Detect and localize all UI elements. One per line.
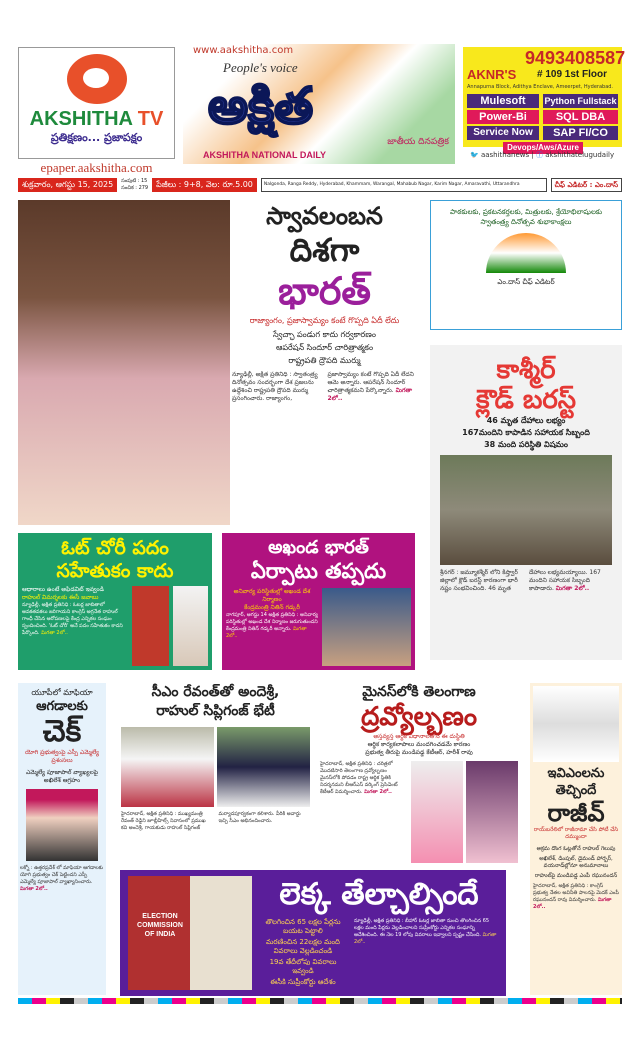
up-body [20, 865, 104, 893]
revanth-photos [121, 727, 310, 807]
inflation-text: హైదరాబాద్, అక్షిత ప్రతినిధి : చరిత్రలో మొదటిసారి తెలంగాణ ద్రవ్యోల్బణం మైనస్‌లోకి పోవడం రాష్ట్ర ఆర్థిక స్థితికి నిదర్శనమని బీఆర్ఎస్ వర్కింగ్ ప్రెసిడెంట్ కేటీఆర్ విమర్శించారు. [320, 761, 398, 795]
inflation-story [320, 683, 518, 863]
up-kicker: యూపీలో మాఫియా [31, 688, 93, 697]
continued-link[interactable]: మిగతా 2లో.. [354, 932, 497, 945]
kashmir-body [440, 569, 612, 593]
ad-course: Service Now [467, 126, 539, 140]
rajiv-sub: అఖిలేశ్, డింపుల్, డైమండ్ హార్బర్, వయనాడ్‌ల్లోనూ అనుమానాలు [539, 856, 613, 869]
sc-subs [258, 918, 348, 987]
ec-supreme-court-photo [128, 876, 252, 990]
tv-tagline: ప్రతిక్షణం... ప్రజాపక్షం [50, 131, 143, 144]
ad-brand: AKNR'S [467, 67, 517, 82]
tv-wordmark [19, 108, 174, 131]
akhand-headline: అఖండ భారత్ [268, 537, 369, 558]
volume: సంపుటి : 15 [121, 178, 148, 184]
flag-wheel-icon [486, 233, 566, 273]
date-bar [18, 178, 622, 192]
inflation-headline: ద్రవ్యోల్బణం [360, 702, 478, 732]
kashmir-sub: 167మందిని కాపాడిన సహాయక సిబ్బంది [462, 428, 590, 437]
greeting-text: పాఠకులకు, ప్రకటనకర్తలకు, మిత్రులకు, శ్రేయోభిలాషులకు స్వాతంత్ర్య దినోత్సవ శుభాకాంక్షలు [450, 208, 602, 226]
akshitha-logo-icon [67, 54, 127, 104]
revanth-meeting-story [118, 683, 313, 863]
facebook-handle[interactable]: akshithatelugudaily [545, 151, 615, 159]
rajiv-line3: రాజీవ్ [547, 799, 605, 827]
akshitha-tv-logo [18, 47, 175, 159]
rajiv-text: హైదరాబాద్, అక్షిత ప్రతినిధి : కాంగ్రెస్ ప్రభుత్వ నేతల అవినీతి పాలనపై మెదక్ ఎంపీ రఘునందన్ రావు విమర్శించారు. [533, 883, 619, 903]
vote-text: న్యూఢిల్లీ, అక్షిత ప్రతినిధి : ఓటర్ల జాబితాలో అవకతవకలు జరిగాయని కాంగ్రెస్ అగ్రనేత రాహుల్ గాంధీ చేసిన ఆరోపణలపై కేంద్ర ఎన్నికల సంఘం స్పందించింది. 'ఓట్ చోరీ' అనే పదం సహేతుకం కాదని పేర్కొంది. [22, 602, 123, 636]
revanth-body: హైదరాబాద్, అక్షిత ప్రతినిధి : ముఖ్యమంత్రి రేవంత్ రెడ్డిని జూబ్లీహిల్స్ నివాసంలో ప్రముఖ కవి అందెశ్రీ, గాయకుడు రాహుల్ సిప్లిగంజ్ మర్యాదపూర్వకంగా కలిశారు. వీరికి అవార్డు ఇచ్చి సీఎం అభినందించారు. [121, 811, 301, 831]
inflation-sub: ఆర్థిక కార్యకలాపాలు మందగించడమే కారణం [367, 741, 471, 748]
kashmir-headline: కాశ్మీర్ [496, 355, 556, 385]
supreme-court-story [120, 870, 506, 996]
inflation-subs [320, 733, 518, 757]
sc-sub: మరణించిన 22లక్షల మంది వివరాలు వెల్లడించండి [266, 938, 340, 955]
lead-body [232, 371, 417, 403]
inflation-body [320, 761, 408, 863]
sc-text: న్యూఢిల్లీ, అక్షిత ప్రతినిధి : బీహార్ ఓటర్ల జాబితా నుంచి తొలగించిన 65 లక్షల మంది పేర్లను వెల్లడించాలని సుప్రీంకోర్టు ఎన్నికల సంఘాన్ని ఆదేశించింది. ఈ నెల 19 లోపు వివరాలు ఇవ్వాలని స్పష్టం చేసింది. [354, 918, 490, 938]
ad-course: Devops/Aws/Azure [503, 142, 583, 154]
national-daily: AKSHITHA NATIONAL DAILY [203, 150, 327, 160]
lead-sub: స్వేచ్ఛా పండుగ కాదు గర్వకారణం [273, 330, 376, 339]
lead-kicker: స్వావలంబన [266, 202, 383, 230]
kashmir-sub: 46 మృత దేహాలు లభ్యం [486, 416, 566, 425]
lead-line2: దిశగా [289, 231, 360, 269]
akhand-text-block [226, 588, 318, 666]
rajiv-sub: రాహుల్‌పై మండిపడ్డ ఎంపీ రఘునందన్ [534, 873, 618, 879]
aknr-advertisement[interactable] [463, 47, 626, 152]
issue-date: శుక్రవారం, ఆగస్టు 15, 2025 [18, 178, 117, 192]
sc-content [258, 876, 500, 990]
vote-headline: ఓట్ చోరీ పదం [61, 537, 169, 559]
sc-sub: తొలగించిన 65 లక్షల పేర్లను బయట పెట్టాలి [265, 918, 341, 935]
kashmir-story [430, 345, 622, 660]
masthead-title: అక్షిత [208, 77, 313, 135]
akhand-content [226, 588, 411, 666]
continued-link[interactable]: మిగతా 2లో.. [533, 897, 612, 910]
sc-sub: 19వ తేదీలోపు వివరాలు ఇవ్వండి [269, 958, 337, 975]
ad-course: Power-Bi [467, 110, 539, 124]
independence-day-greeting [430, 200, 622, 330]
rajiv-line1: ఇవిఎంలను [547, 766, 605, 781]
akhand-body [226, 612, 318, 640]
rahul-photo [173, 586, 208, 666]
ktr-photo [466, 761, 518, 863]
editions: Nalgonda, Ranga Reddy, Hyderabad, Khammam, Warangal, Mahabub Nagar, Karim Nagar, Amaravathi, Uttarandhra [261, 178, 547, 192]
kashmir-subs [430, 415, 622, 451]
continued-link[interactable]: మిగతా 2లో.. [226, 626, 307, 639]
continued-link[interactable]: మిగతా 2లో.. [327, 387, 413, 402]
sc-columns [258, 918, 500, 987]
harish-photo [411, 761, 463, 863]
sc-sub: ఈసీకి సుప్రీంకోర్టు ఆదేశం [270, 978, 336, 986]
andesri-photo [121, 727, 214, 807]
inflation-kicker: మైనస్‌లోకి తెలంగాణ [362, 684, 476, 700]
ad-floor: # 109 1st Floor [537, 69, 608, 80]
kashmir-headline: క్లౌడ్ బరస్ట్ [475, 385, 577, 415]
facebook-icon[interactable]: ⓕ [535, 151, 543, 159]
ad-course: Mulesoft [467, 94, 539, 108]
inflation-content [320, 761, 518, 863]
ad-course: SQL DBA [543, 110, 618, 124]
sc-headline: లెక్క తేల్చాల్సిందే [279, 877, 479, 912]
ad-phone: 9493408587 [525, 48, 626, 68]
lead-headline [232, 201, 417, 403]
ad-address: Annapurna Block, Adithya Enclave, Ameerpet, Hyderabad. [467, 84, 614, 90]
rajiv-line2: తెచ్చిందే [555, 783, 597, 798]
lead-sub: రాష్ట్రపతి ద్రౌపది ముర్ము [288, 356, 361, 365]
sc-body [354, 918, 500, 987]
peoples-voice: People's voice [223, 60, 298, 75]
pages-price: పేజీలు : 9+8, వెల: రూ.5.00 [152, 178, 257, 192]
vote-sub: ఆధారాలు ఉంటే అఫిడవిట్ ఇవ్వండి [22, 586, 105, 593]
revanth-headline: సీఎం రేవంత్‌తో అందెశ్రీ, [151, 684, 280, 700]
president-photo [18, 200, 230, 525]
up-text: లక్నో : ఉత్తరప్రదేశ్ లో మాఫియా ఆగడాలకు యోగి ప్రభుత్వం చెక్ పెట్టిందని ఎస్పీ ఎమ్మెల్యే పూజాపాల్ వ్యాఖ్యానించారు. [20, 865, 103, 885]
volume-issue [121, 178, 148, 192]
lead-text: న్యూఢిల్లీ, అక్షిత ప్రతినిధి : స్వాతంత్ర్య దినోత్సవం సందర్భంగా దేశ ప్రజలను ఉద్దేశించి రాష్ట్రపతి ద్రౌపది ముర్ము ప్రసంగించారు. రాజ్యాంగం, ప్రజాస్వామ్యం కంటే గొప్పది ఏదీ లేదని ఆమె అన్నారు. ఆపరేషన్ సిందూర్ చారిత్రాత్మకమని పేర్కొన్నారు. [232, 371, 414, 402]
akhand-text: నాగపూర్, ఆగస్టు 14 అక్షిత ప్రతినిధి : అనివార్య పరిస్థితుల్లో అఖండ దేశ నిర్మాణం జరుగుతుందని కేంద్రమంత్రి నితిన్ గడ్కరీ అన్నారు. [226, 612, 318, 632]
tv-name: AKSHITHA [29, 108, 133, 130]
rajiv-body [533, 883, 619, 911]
rajiv-sub: అక్రమ దొంగ ఓట్లతోనే రాహుల్ గెలుపు [536, 846, 616, 852]
issue-number: సంచిక : 279 [121, 185, 149, 191]
website-link[interactable]: www.aakshitha.com [193, 45, 294, 56]
twitter-handle[interactable]: aashithanews [480, 151, 530, 159]
epaper-link[interactable]: epaper.aakshitha.com [40, 160, 153, 175]
vote-content [22, 586, 208, 666]
continued-link[interactable]: మిగతా 2లో.. [20, 886, 48, 892]
akhand-sub: కేంద్రమంత్రి నితిన్ గడ్కరీ [244, 604, 300, 611]
twitter-icon[interactable]: 🐦 [470, 151, 479, 159]
kashmir-sub: 38 మంది పరిస్థితి విషమం [484, 440, 568, 449]
akhand-headline: ఏర్పాటు తప్పదు [250, 559, 387, 583]
inflation-sub: అస్తవ్యస్త ఆర్థిక విధానాలతోనే ఈ దుస్థితి [373, 733, 465, 740]
masthead [183, 44, 455, 164]
lead-sub: ఆపరేషన్ సిందూర్ చారిత్రాత్మకం [275, 343, 374, 352]
vote-sub: రాహుల్ విమర్శలకు ఈసీ జవాబు [22, 594, 99, 601]
chief-editor: చీఫ్ ఎడిటర్ : ఎం.దాస్ [551, 178, 622, 192]
akhilesh-photo [26, 789, 98, 861]
akhand-bharat-story [222, 533, 415, 670]
kashmir-photo [440, 455, 612, 565]
rajiv-sub: రాయ్‌బరేలిలో రాజీనామా చేసి పోటీ చేసి దమ్ముందా [533, 827, 619, 840]
color-registration-bar [18, 998, 622, 1004]
ec-board-photo [132, 586, 169, 666]
continued-link[interactable]: మిగతా 2లో.. [555, 585, 590, 592]
gadkari-photo [322, 588, 411, 666]
tv-suffix: TV [137, 108, 164, 130]
up-sub: యోగి ప్రభుత్వంపై ఎస్పీ ఎమ్మెల్యే ప్రశంసలు [25, 749, 99, 764]
rajiv-evm-story [530, 683, 622, 995]
continued-link[interactable]: మిగతా 2లో.. [364, 789, 392, 795]
vote-body [22, 602, 128, 637]
akhand-sub: అనివార్య పరిస్థితుల్లో అఖండ దేశ నిర్మాణం [233, 588, 311, 603]
lead-line3: భారత్ [278, 269, 371, 313]
kashmir-text: శ్రీనగర్ : జమ్మూకశ్మీర్ లోని కిష్త్వార్ జిల్లాలో క్లౌడ్ బరస్ట్ కారణంగా భారీ నష్టం సంభవించింది. 46 మృత దేహాలు లభ్యమయ్యాయి. 167 మందిని సహాయక సిబ్బంది కాపాడారు. [440, 569, 601, 592]
up-sub: ఎమ్మెల్యే పూజాపాల్ వ్యాఖ్యలపై అఖిలేశ్ ఆగ్రహం [26, 769, 98, 784]
lead-sub: రాజ్యాంగం, ప్రజాస్వామ్యం కంటే గొప్పది ఏదీ లేదు [249, 316, 400, 325]
revanth-headline: రాహుల్ సిప్లిగంజ్ భేటీ [156, 703, 275, 719]
inflation-sub: ప్రభుత్వ తీరుపై మండిపడ్డ కేటీఆర్, హరీశ్ రావు [365, 749, 473, 756]
ad-course: SAP FI/CO [543, 126, 618, 140]
ad-course: Python Fullstack [544, 96, 617, 106]
raghunandan-photo [533, 686, 619, 762]
ec-board-text: ELECTION COMMISSION OF INDIA [137, 913, 183, 938]
sipligunj-photo [217, 727, 310, 807]
up-line3: చెక్ [42, 714, 82, 749]
vote-text-block [22, 586, 128, 666]
up-line2: ఆగడాలకు [36, 699, 88, 714]
masthead-subtitle: జాతీయ దినపత్రిక [387, 137, 449, 147]
vote-chori-story [18, 533, 212, 670]
up-mafia-story [18, 683, 106, 995]
social-links: 🐦 aashithanews | ⓕ akshithatelugudaily [470, 151, 615, 159]
vote-headline: సహేతుకం కాదు [56, 560, 174, 582]
continued-link[interactable]: మిగతా 2లో.. [41, 630, 68, 636]
greeting-from: ఎం.దాస్ చీఫ్ ఎడిటర్ [497, 278, 555, 286]
